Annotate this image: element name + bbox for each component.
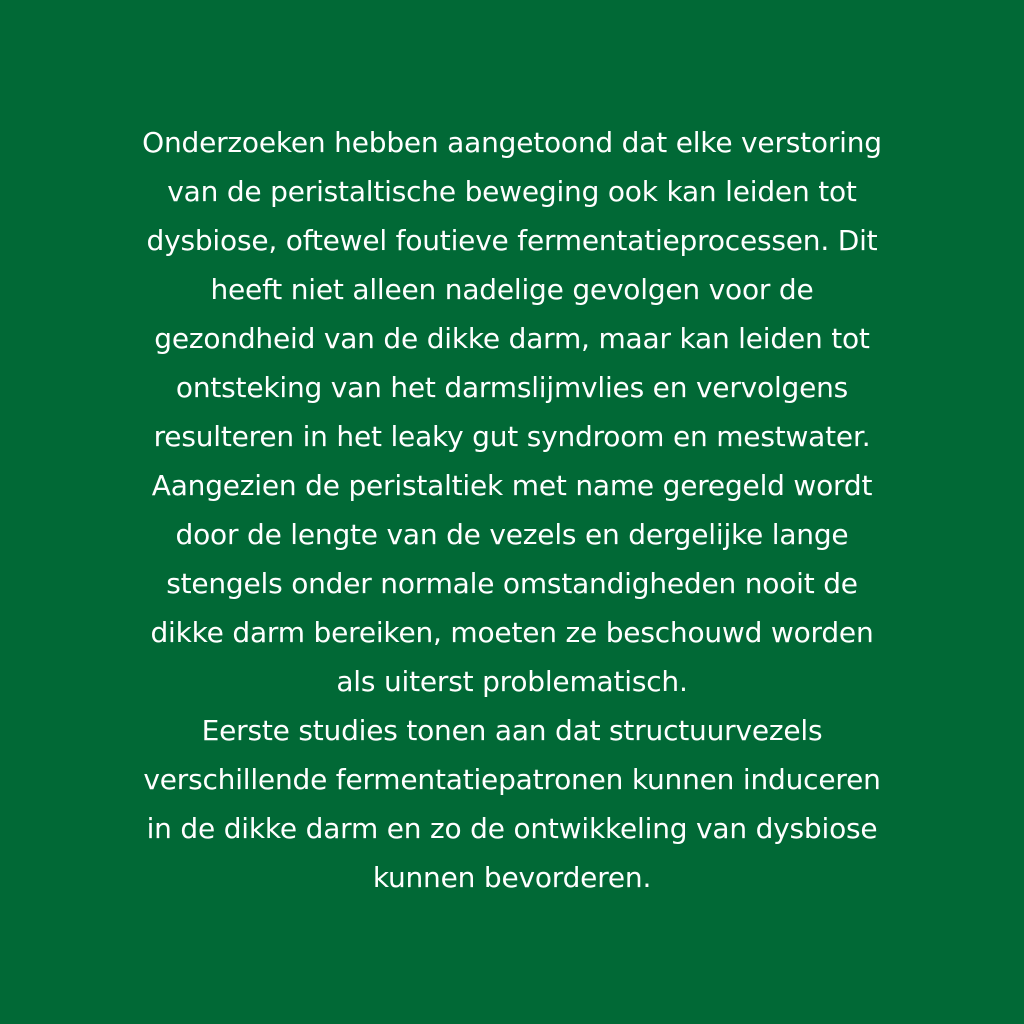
paragraph-line: stengels onder normale omstandigheden nooit de [166,567,858,600]
paragraph-line: Aangezien de peristaltiek met name geregeld wordt [151,469,873,502]
paragraph-line: dysbiose, oftewel foutieve fermentatieprocessen. Dit [146,224,878,257]
paragraph-line: ontsteking van het darmslijmvlies en vervolgens [175,371,849,404]
paragraph-line: heeft niet alleen nadelige gevolgen voor de [210,273,814,306]
paragraph-line: als uiterst problematisch. [336,665,688,698]
paragraph-line: dikke darm bereiken, moeten ze beschouwd worden [150,616,874,649]
paragraph-line: resulteren in het leaky gut syndroom en mestwater. [153,420,871,453]
paragraph-line: gezondheid van de dikke darm, maar kan leiden tot [154,322,870,355]
body-text [60,118,964,902]
paragraph-line: in de dikke darm en zo de ontwikkeling van dysbiose [146,812,878,845]
paragraph-line: kunnen bevorderen. [372,861,652,894]
paragraph-line: verschillende fermentatiepatronen kunnen induceren [143,763,881,796]
paragraph-2 [60,706,964,902]
paragraph-line: Onderzoeken hebben aangetoond dat elke verstoring [142,126,882,159]
paragraph-line: door de lengte van de vezels en dergelijke lange [175,518,849,551]
paragraph-line: van de peristaltische beweging ook kan leiden tot [167,175,857,208]
paragraph-line: Eerste studies tonen aan dat structuurvezels [201,714,823,747]
paragraph-1 [60,118,964,706]
